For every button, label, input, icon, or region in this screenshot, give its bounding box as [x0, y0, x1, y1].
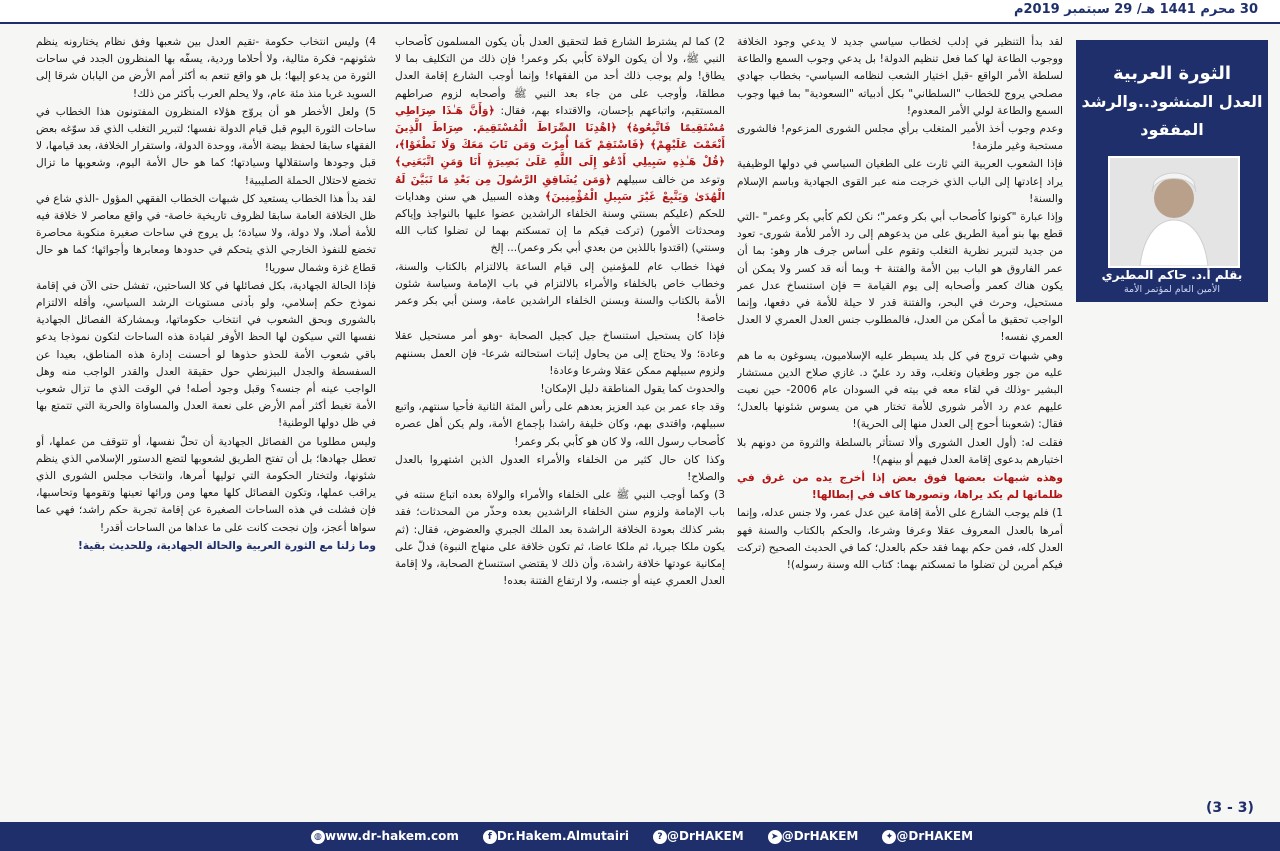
col-a-para-3: فإذا الشعوب العربية التي ثارت على الطغيان السياسي في دولها الوظيفية يراد إعادتها إلى الباب الذي خرجت منه عبر القوى الجهادية وباسم الإسلام والسنة! [737, 158, 1063, 205]
col-a-point-1: 1) فلم يوجب الشارع على الأمة إقامة عين عدل عمر، ولا جنس عدله، وإنما أمرها بالعدل المعروف عقلا وعرفا وشرعا، والحكم بالكتاب والسنة فهو العدل كله، فمن حكم بهما فقد حكم بالعدل؛ كما في الحديث الصحيح (تركت فيكم أمرين لن تضلوا ما تمسكتم بهما: كتاب الله وسنة رسوله)! [737, 507, 1063, 572]
page-number: (3 - 3) [1206, 800, 1254, 816]
footer-website[interactable]: ◍ www.dr-hakem.com [307, 829, 459, 844]
column-c [36, 34, 376, 806]
col-a-para-5: وهي شبهات تروج في كل بلد يسيطر عليه الإسلاميون، يسوغون به ما هم عليه من جور وطغيان وتغلب، وقد رد عليّ د. غازي صلاح الدين مستشار البشير -وذلك في لقاء معه في بيته في السودان عام 2006- حين نعيت عليهم عدم رد الأمر شورى للأمة تختار هي من يسوس شئونها بالعدل؛ فقال: (شعوبنا أحوج إلى العدل منها إلى الحرية)! [737, 349, 1063, 431]
col-a-para-1: لقد بدأ التنظير في إدلب لخطاب سياسي جديد لا يدعي وجود الخلافة ووجوب الطاعة لها كما فعل تنظيم الدولة! بل يدعي وجوب السمع والطاعة لسلطة الأمر الواقع -قبل اختيار الشعب لنظامه السياسي- بخطاب جهادي مصلحي يروج للخطاب "السلطاني" بكل أدبياته "السعودية" بما فيها وجوب السمع والطاعة لولي الأمر المعدوم! [737, 36, 1063, 117]
footer-facebook[interactable]: f Dr.Hakem.Almutairi [479, 829, 629, 844]
twitter-icon: ✦ [882, 830, 896, 844]
ask-icon: ? [653, 830, 667, 844]
footer-bar [0, 822, 1280, 851]
col-b-mid: وتوعد من خالف سبيلهم [616, 173, 725, 186]
col-b-para-3: فإذا كان يستحيل استنساخ جيل كجيل الصحابة -وهو أمر مستحيل عقلا وعادة؛ ولا يحتاج إلى من يحاول إثبات استحالته شرعا- فإن العمل بسننهم ولزوم سبيلهم ممكن عقلا وشرعا وعادة! [395, 330, 725, 377]
quran-quote-1: ﴿وَأَنَّ هَـٰذَا صِرَاطِي مُسْتَقِيمًا فَاتَّبِعُوهُ﴾ ﴿اهْدِنَا الصِّرَاطَ الْمُسْتَقِيمَ. صِرَاطَ الَّذِينَ أَنْعَمْتَ عَلَيْهِمْ﴾ ﴿فَاسْتَقِمْ كَمَا أُمِرْتَ وَمَن تَابَ مَعَكَ وَلَا تَطْغَوْا﴾، ﴿قُلْ هَـٰذِهِ سَبِيلِي أَدْعُو إِلَى اللَّهِ عَلَىٰ بَصِيرَةٍ أَنَا وَمَنِ اتَّبَعَنِي﴾ [395, 104, 725, 169]
author-block [1076, 268, 1268, 295]
globe-icon: ◍ [311, 830, 325, 844]
col-a-para-2: وعدم وجوب أخذ الأمير المتغلب برأي مجلس الشورى المزعوم! فالشورى مستحبة وغير ملزمة! [737, 123, 1063, 153]
col-c-point-4: 4) وليس انتخاب حكومة -تقيم العدل بين شعبها وفق نظام يختارونه ينظم شئونهم- فكرة مثالية، ولا أحلاما وردية، يسفّه بها المنظرون الجدد في ساحات الثورة من يدعو إليها؛ بل هو واقع تنعم به أكثر أمم الأرض من اليابان شرقا إلى السويد غربا منذ مئة عام، ولا يحلم العرب بأكثر من ذلك! [36, 36, 376, 100]
footer-ask[interactable]: ? @DrHAKEM [649, 829, 744, 844]
quran-quote-2: ﴿وَمَن يُشَاقِقِ الرَّسُولَ مِن بَعْدِ مَا تَبَيَّنَ لَهُ الْهُدَىٰ وَيَتَّبِعْ غَيْرَ سَبِيلِ الْمُؤْمِنِينَ﴾ [395, 173, 725, 203]
headline-line-1: الثورة العربية [1112, 63, 1232, 84]
col-b-rest-0: وهذه السبيل هي سنن وهدايات للحكم (عليكم بسنتي وسنة الخلفاء الراشدين عضوا عليها بالنواجذ وإياكم ومحدثات الأمور) (تركت فيكم ما إن تمسكتم بهما لن تضلوا كتاب الله وسنتي) (اقتدوا باللذين من بعدي أبي بكر وعمر)... إلخ [395, 190, 725, 255]
col-c-closing: وما زلنا مع الثورة العربية والحالة الجهادية، وللحديث بقية! [78, 539, 376, 552]
col-b-intro: 2) كما لم يشترط الشارع قط لتحقيق العدل بأن يكون المسلمون كأصحاب النبي ﷺ، ولا أن يكون الولاة كأبي بكر وعمر! فإن ذلك من التكليف بما لا يطاق! ولم يوجب ذلك أحد من الفقهاء! وإنما أوجب الشارع إقامة العدل مطلقا، وأوجب على من جاء بعد النبي ﷺ وأصحابه لزوم صراطهم المستقيم، واتباعهم بإحسان، والاقتداء بهم، فقال: [395, 36, 725, 117]
author-photo [1108, 156, 1240, 268]
author-silhouette-icon [1110, 158, 1238, 266]
footer-twitter[interactable]: ✦ @DrHAKEM [878, 829, 973, 844]
issue-date: 30 محرم 1441 هـ/ 29 سبتمبر 2019م [1013, 2, 1258, 17]
author-name: بقلم أ.د. حاكم المطيري [1101, 268, 1243, 282]
headline-line-2: العدل المنشود..والرشد المفقود [1081, 92, 1263, 139]
article-headline [1076, 60, 1268, 144]
col-b-para-2: فهذا خطاب عام للمؤمنين إلى قيام الساعة بالالتزام بالكتاب والسنة، وخطاب خاص بالخلفاء والأمراء بالالتزام في باب الإمامة وسياسة شئون الأمة بالكتاب والسنة وبسنن الخلفاء الراشدين عامة، وسنن أبي بكر وعمر خاصة! [395, 260, 725, 325]
col-c-para-5: وليس مطلوبا من الفصائل الجهادية أن تحلّ نفسها، أو تتوقف من عملها، أو تعطل جهادها؛ بل أن تفتح الطريق لشعوبها لتضع الدستور الإسلامي الذي ينظم شئونها، ولتختار الحكومة التي توليها أمرها، وانتخاب مجلس الشورى الذي يراقب عملها، وتكون الفصائل كلها معها ومن ورائها تعينها وتقومها وتحاسبها، فإن فشلت في هذه الساحات الصغيرة عن إقامة تجربة حكم راشد؛ فهي عما سواها أعجز، وإن نجحت كانت على ما عداها من الساحات أقدر! [36, 435, 376, 534]
facebook-icon: f [483, 830, 497, 844]
col-b-para-1 [395, 34, 725, 258]
author-role: الأمين العام لمؤتمر الأمة [1123, 284, 1221, 295]
col-a-para-4: وإذا عبارة "كونوا كأصحاب أبي بكر وعمر"؛ نكن لكم كأبي بكر وعمر" -التي قطع بها بنو أمية الطريق على من يدعوهم إلى رد الأمر للأمة شورى- تعود من جديد لتبرير نظرية التغلب وتقوم على أساس جرف هار وهو: بما أن عمر الفاروق هو الباب بين الأمة والفتنة + وبما أنه قد كسر ولا يمكن أن يكون هناك كعمر وأصحابه إلى يوم القيامة = فإن استنساخ عدل عمر مستحيل، وحرث في البحر، والفتنة قدر لا حيلة للأمة في دفعها، وإنما الواجب تحقيق ما أمكن من العدل، فالمطلوب جنس العدل العمري لا العدل العمري نفسه! [737, 211, 1063, 344]
top-bar [0, 0, 1280, 24]
col-b-para-6: وكذا كان حال كثير من الخلفاء والأمراء العدول الذين اشتهروا بالعدل والصلاح! [395, 453, 725, 484]
col-a-para-6: فقلت له: (أول العدل الشورى وألا تستأثر بالسلطة والثروة من دونهم بلا اختيارهم بدعوى إقامة العدل فيهم أو بينهم)! [737, 436, 1063, 466]
col-a-highlight: وهذه شبهات بعضها فوق بعض إذا أخرج يده من غرق في ظلماتها لم يكد يراها، وتصورها كاف في إبطالها! [737, 472, 1063, 502]
column-a [737, 34, 1063, 806]
col-b-para-4: والحدوث كما يقول المناطقة دليل الإمكان! [540, 383, 725, 396]
col-b-point-3: 3) وكما أوجب النبي ﷺ على الخلفاء والأمراء والولاة بعده اتباع سنته في باب الإمامة ولزوم سنن الخلفاء الراشدين بعده وحذّر من المحدثات؛ فقد بشر كذلك بعودة الخلافة الراشدة بعد الملك الجبري والعضوض، فقال: (ثم يكون ملكا جبريا، ثم ملكا عاضا، ثم تكون خلافة على منهاج النبوة) فدلّ على إمكانية عودتها خلافة راشدة، وأن ذلك لا يقتضي استنساخ الصحابة، ولا إقامة العدل العمري عينه أو جنسه، ولا ارتفاع الفتنة بعده! [395, 489, 725, 588]
col-b-para-5: وقد جاء عمر بن عبد العزيز بعدهم على رأس المئة الثانية فأحيا سنتهم، واتبع سبيلهم، واقتدى بهم، وكان خليفة راشدا بإجماع الأمة، ولم يكن أهل عصره كأصحاب رسول الله، ولا كان هو كأبي بكر وعمر! [395, 401, 725, 448]
col-c-point-5: 5) ولعل الأخطر هو أن يروّج هؤلاء المنظرون المفتونون هذا الخطاب في ساحات الثورة اليوم قبل قيام الدولة نفسها؛ لتبرير التغلب الذي قد سوّغه بعض الفقهاء سابقا لحفظ بيضة الأمة، ووحدة الدولة، واستقرار الخلافة، بعد قيامها، لا قبل وجودها واستقلالها وسيادتها؛ كما هو حال الأمة اليوم، وشعوبها ما تزال تخضع لاحتلال الحملة الصليبية! [36, 105, 376, 187]
col-c-para-3: لقد بدأ هذا الخطاب يستعيد كل شبهات الخطاب الفقهي المؤول -الذي شاع في ظل الخلافة العامة سابقا لظروف تاريخية خاصة- في واقع معاصر لا خلافة فيه للأمة أصلا، ولا دولة، ولا سيادة؛ بل يروج في ساحات صغيرة منكوبة محاصرة تخضع للنفوذ الخارجي الذي يتحكم في حدودها ومعابرها وأجوائها؛ كما هو حال قطاع غزة وشمال سوريا! [36, 192, 376, 274]
telegram-icon: ➤ [768, 830, 782, 844]
column-b [395, 34, 725, 806]
col-c-para-4: فإذا الحالة الجهادية، بكل فصائلها في كلا الساحتين، تفشل حتى الآن في إقامة نموذج حكم إسلامي، ولو بأدنى مستويات الرشد السياسي، وأقله الالتزام بالشورى وبحق الشعوب في انتخاب حكوماتها، وبمشاركة الفصائل الجهادية نفسها التي سيكون لها الحظ الأوفر لقيادة هذه الساحات لتكون نموذجا يدعو باقي شعوب الأمة للحذو حذوها لو أحسنت إدارة هذه المناطق، بعيدا عن السفسطة والجدل البيزنطي حول حقيقة العدل والقدر الواجب منه وهل الواجب عينه أم جنسه؟ وقبل وجود أصله! في الوقت الذي ما تزال شعوب الأمة تغبط أكثر أمم الأرض على نعمة العدل والمساواة والحرية التي تتمتع بها في ظل دولها الوطنية! [36, 279, 376, 430]
footer-telegram[interactable]: ➤ @DrHAKEM [764, 829, 859, 844]
